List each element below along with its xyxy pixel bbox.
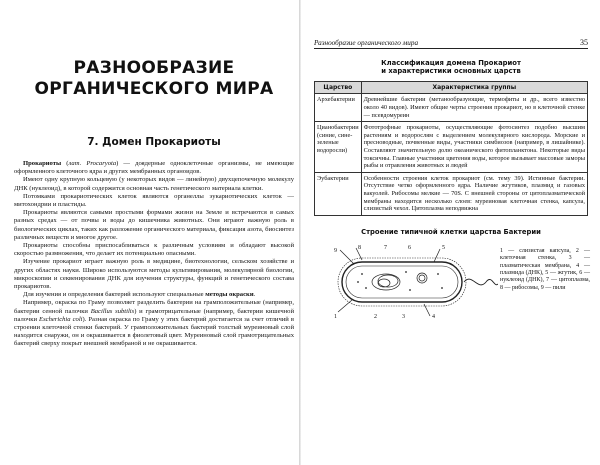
figure-label-3: 3 [402,313,405,320]
section-title: 7. Домен Прокариоты [87,136,221,148]
bacterium-figure [314,244,588,320]
table-cell-desc: Фототрофные прокариоты, осуществляющие фотосинтез подобно высшим растениям и водорослям с выделением молекулярного кислорода. Морские и пресноводные, почвенные виды, участники симбиозов (например, в лишайнике). Составляют значительную долю океанического фитопланктона. Некоторые виды токсичны. Главные участники цветения воды, которое вызывает массовые заморы рыбы и отравления животных и людей [361,122,587,173]
figure-title: Строение типичной клетки царства Бактерии [361,227,541,236]
figure-label-2: 2 [374,313,377,320]
pilus-line [434,249,440,262]
ribosome-dot [357,281,359,283]
table-cell-desc: Особенности строения клеток прокариот (см. тему 39). Истинные бактерии. Отсутствие четко оформленного ядра. Наличие жгутиков, плазмид и газовых вакуолей. Рибосомы мелкие — 70S. С внешней стороны от цитоплазматической мембраны находится несколько слоев: муреиновая клеточная стенка, капсула, слизистый чехол. Цитоплазма неподвижна [361,172,587,215]
pilus-line [338,300,352,312]
figure-legend: 1 — слизистая капсула, 2 — клеточная стенка, 3 — плазматическая мембрана, 4 — плазмида (ДНК), 5 — жгутик, 6 — нуклеоид (ДНК), 7 — цитоплазма, 8 — рибосомы, 9 — пили [500,247,590,291]
figure-label-4: 4 [432,313,435,320]
running-title: Разнообразие органического мира [314,39,419,47]
cell-wall-shape [342,262,462,302]
figure-label-1: 1 [334,313,337,320]
table-header-characteristic: Характеристика группы [361,81,587,94]
ribosome-dot [405,271,407,273]
nucleoid-shape [378,279,390,287]
table-row [315,94,588,122]
ribosome-dot [365,287,367,289]
table-header-kingdom: Царство [315,81,362,94]
bacterium-diagram [314,244,498,320]
plasmid-shape [417,273,427,283]
chapter-title-line-1: РАЗНООБРАЗИЕ [73,58,235,78]
table-title [314,59,588,76]
table-cell-kingdom: Эубактерии [315,172,362,215]
body-text [14,160,294,349]
pilus-line [340,250,354,264]
figure-label-6: 6 [408,244,411,251]
ribosome-dot [361,273,363,275]
ribosome-dot [437,273,439,275]
plasmid-shape [419,275,425,281]
table-title-line-2: и характеристики основных царств [381,67,521,76]
ribosome-dot [441,287,443,289]
running-header [314,38,588,49]
chapter-title [14,58,294,100]
figure-label-7: 7 [384,244,387,251]
table-cell-kingdom: Архебактерии [315,94,362,122]
paragraph-3: Потомками прокариотических клеток являются органеллы эукариотических клеток — митохондрии и пластиды. [14,192,294,209]
table-row [315,172,588,215]
figure-label-8: 8 [358,244,361,251]
paragraph-7: Для изучения и определения бактерий используют специальные методы окраски. [23,291,256,299]
paragraph-4: Прокариоты являются самыми простыми формами жизни на Земле и встречаются в самых разных средах — от почвы и воды до кишечника животных. Они играют важную роль в биологических циклах, таких как разложение органического материала, фиксация азота, биосинтез различных веществ и многое другое. [14,209,294,241]
table-cell-desc: Древнейшие бактерии (метанообразующие, термофиты и др., всего известно около 40 видов). Имеют общие черты строения прокариот, но в клеточной стенке — псевдомуреин [361,94,587,122]
right-page [300,0,600,465]
membrane-shape [346,266,458,298]
ribosome-dot [409,289,411,291]
classification-table [314,81,588,216]
table-title-line-1: Классификация домена Прокариот [381,59,521,67]
figure-label-5: 5 [442,244,445,251]
figure-label-9: 9 [334,247,337,254]
table-header-row [315,81,588,94]
table-row [315,122,588,173]
paragraph-1: Прокариоты (лат. Procaryota) — доядерные одноклеточные организмы, не имеющие оформленного клеточного ядра и других мембранных органоидов. [14,160,294,176]
paragraph-8: Например, окраска по Граму позволяет разделить бактерии на грамположительные (например, бактерии сенной палочки Bacillus subtilis) и грамотрицательные (например, бактерии кишечной палочки Escherichia coli). Разная окраска по Граму у этих бактерий достигается за счет отличий в строении клеточной стенки бактерий. У грамположительных бактерий толстый муреиновый слой находится снаружи, он и окрашивается в фиолетовый цвет. Муреиновый слой грамотрицательных бактерий сверху покрыт внешней мембраной и не окрашивается. [14,299,294,348]
nucleoid-shape [378,275,398,287]
paragraph-6: Изучение прокариот играет важную роль в медицине, биотехнологии, сельском хозяйстве и других областях науки. Широко используются методы культивирования, молекулярной биологии, микроскопии и секвенирования ДНК для изучения структуры, функций и генетического состава прокариотов. [14,258,294,291]
page-number: 35 [580,38,588,47]
table-cell-kingdom: Цианобактерии (синие, сине-зеленые водоросли) [315,122,362,173]
nucleoid-shape [372,274,400,290]
flagellum-line [464,279,498,285]
paragraph-2: Имеют одну крупную кольцевую (у некоторых видов — линейную) двухцепочечную молекулу ДНК (нуклеоид), в которой содержится основная часть генетического материала клетки. [14,176,294,192]
chapter-title-line-2: ОРГАНИЧЕСКОГО МИРА [34,79,274,99]
paragraph-5: Прокариоты способны приспосабливаться к различным условиям и обладают высокой скоростью размножения, что делает их потенциально опасными. [14,242,294,258]
